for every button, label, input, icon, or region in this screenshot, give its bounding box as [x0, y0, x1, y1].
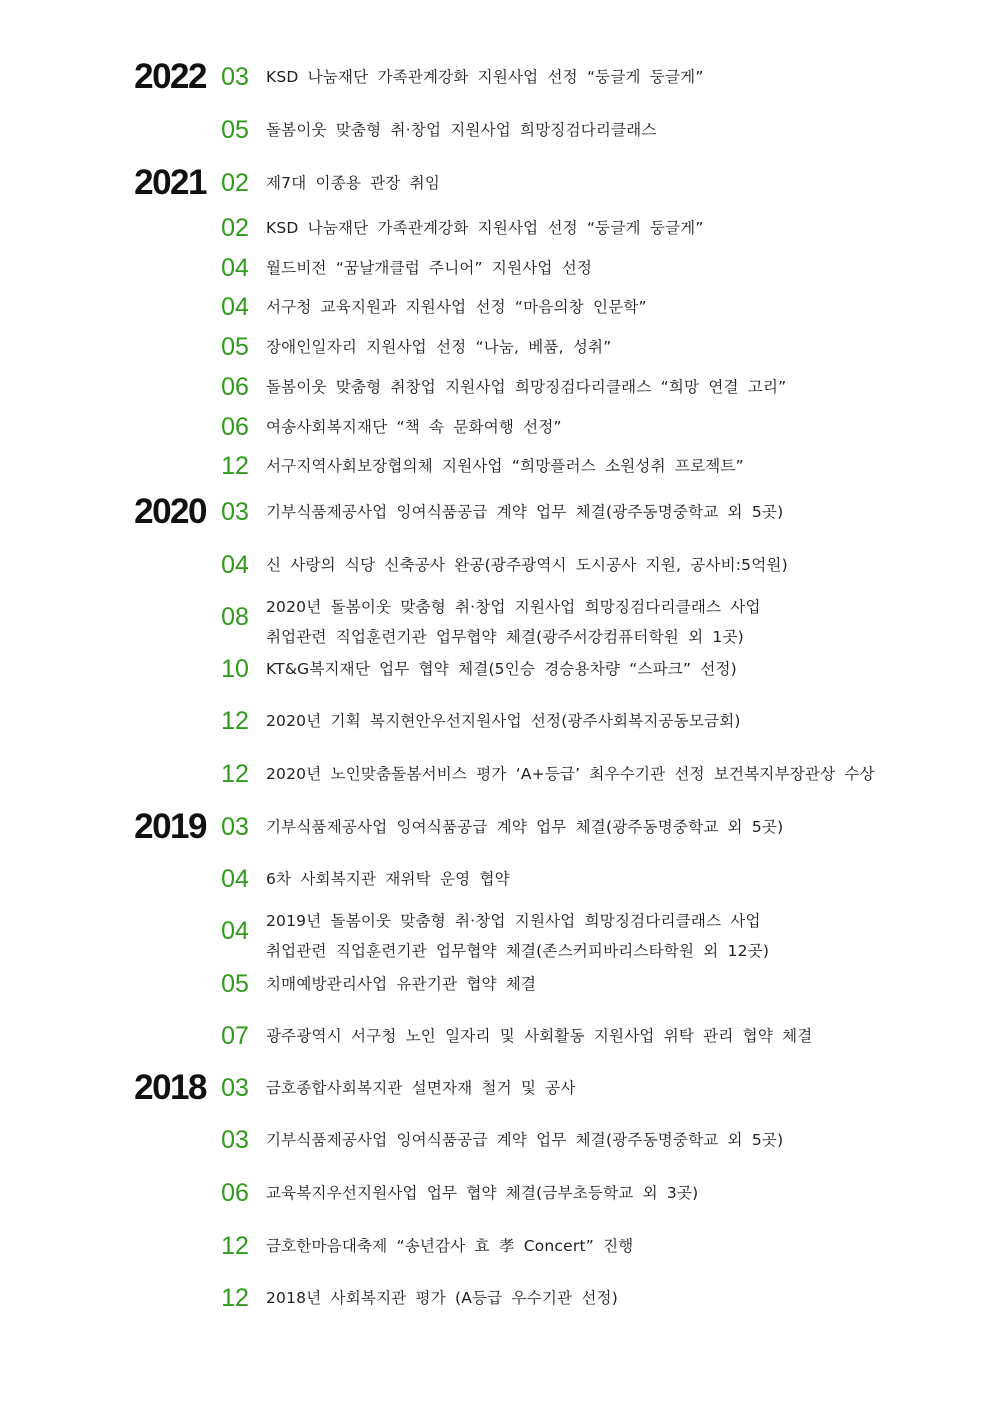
event-description [266, 417, 966, 437]
event-line: 취업관련 직업훈련기관 업무협약 체결(광주서강컴퓨터학원 외 1곳) [266, 628, 744, 646]
event-description [266, 817, 966, 837]
event-description [266, 906, 966, 966]
month-label: 03 [221, 813, 249, 841]
event-line: 신 사랑의 식당 신축공사 완공(광주광역시 도시공사 지원, 공사비:5억원) [266, 556, 788, 574]
event-description [266, 502, 966, 522]
event-description [266, 1130, 966, 1150]
month-label: 05 [221, 970, 249, 998]
event-line: 여송사회복지재단 “책 속 문화여행 선정” [266, 418, 562, 436]
month-label: 12 [221, 707, 249, 735]
event-line: 교육복지우선지원사업 업무 협약 체결(금부초등학교 외 3곳) [266, 1184, 699, 1202]
month-label: 04 [221, 254, 249, 282]
event-description [266, 592, 966, 652]
event-line: 2020년 돌봄이웃 맞춤형 취·창업 지원사업 희망징검다리클래스 사업 [266, 598, 761, 616]
month-label: 06 [221, 1179, 249, 1207]
month-label: 12 [221, 760, 249, 788]
month-label: 03 [221, 1074, 249, 1102]
event-line: KSD 나눔재단 가족관계강화 지원사업 선정 “둥글게 둥글게” [266, 68, 704, 86]
event-line: KSD 나눔재단 가족관계강화 지원사업 선정 “둥글게 둥글게” [266, 219, 704, 237]
month-label: 06 [221, 373, 249, 401]
event-description [266, 1183, 966, 1203]
event-description [266, 258, 966, 278]
month-label: 04 [221, 293, 249, 321]
event-description [266, 659, 966, 679]
event-line: 기부식품제공사업 잉여식품공급 계약 업무 체결(광주동명중학교 외 5곳) [266, 818, 784, 836]
month-label: 04 [221, 551, 249, 579]
event-line: 돌봄이웃 맞춤형 취·창업 지원사업 희망징검다리클래스 [266, 121, 657, 139]
event-description [266, 1288, 966, 1308]
year-label: 2019 [134, 807, 206, 846]
month-label: 12 [221, 452, 249, 480]
year-label: 2020 [134, 492, 206, 531]
year-label: 2021 [134, 163, 206, 202]
event-line: 기부식품제공사업 잉여식품공급 계약 업무 체결(광주동명중학교 외 5곳) [266, 503, 784, 521]
event-line: 취업관련 직업훈련기관 업무협약 체결(존스커피바리스타학원 외 12곳) [266, 942, 770, 960]
event-line: KT&G복지재단 업무 협약 체결(5인승 경승용차량 “스파크” 선정) [266, 660, 737, 678]
event-line: 2020년 기획 복지현안우선지원사업 선정(광주사회복지공동모금회) [266, 712, 741, 730]
month-label: 05 [221, 333, 249, 361]
event-line: 치매예방관리사업 유관기관 협약 체결 [266, 975, 537, 993]
event-line: 제7대 이종용 관장 취임 [266, 174, 441, 192]
month-label: 05 [221, 116, 249, 144]
month-label: 03 [221, 1126, 249, 1154]
month-label: 04 [221, 865, 249, 893]
month-label: 12 [221, 1232, 249, 1260]
event-description [266, 869, 966, 889]
event-line: 서구지역사회보장협의체 지원사업 “희망플러스 소원성취 프로젝트” [266, 457, 744, 475]
event-line: 금호종합사회복지관 설면자재 철거 및 공사 [266, 1079, 576, 1097]
event-description [266, 377, 966, 397]
event-line: 돌봄이웃 맞춤형 취창업 지원사업 희망징검다리클래스 “희망 연결 고리” [266, 378, 787, 396]
month-label: 08 [221, 603, 249, 631]
month-label: 02 [221, 214, 249, 242]
event-line: 2019년 돌봄이웃 맞춤형 취·창업 지원사업 희망징검다리클래스 사업 [266, 912, 761, 930]
event-line: 서구청 교육지원과 지원사업 선정 “마음의창 인문학” [266, 298, 647, 316]
event-description [266, 218, 966, 238]
event-description [266, 555, 966, 575]
event-line: 금호한마음대축제 “송년감사 효 孝 Concert” 진행 [266, 1237, 634, 1255]
event-description [266, 297, 966, 317]
event-description [266, 1236, 966, 1256]
event-description [266, 1026, 966, 1046]
event-line: 월드비전 “꿈날개클럽 주니어” 지원사업 선정 [266, 259, 593, 277]
month-label: 07 [221, 1022, 249, 1050]
month-label: 04 [221, 917, 249, 945]
event-description [266, 764, 966, 784]
event-description [266, 67, 966, 87]
event-description [266, 337, 966, 357]
month-label: 10 [221, 655, 249, 683]
month-label: 03 [221, 498, 249, 526]
event-line: 2018년 사회복지관 평가 (A등급 우수기관 선정) [266, 1289, 618, 1307]
year-label: 2018 [134, 1068, 206, 1107]
event-line: 6차 사회복지관 재위탁 운영 협약 [266, 870, 510, 888]
event-description [266, 1078, 966, 1098]
month-label: 12 [221, 1284, 249, 1312]
event-line: 기부식품제공사업 잉여식품공급 계약 업무 체결(광주동명중학교 외 5곳) [266, 1131, 784, 1149]
month-label: 02 [221, 169, 249, 197]
year-label: 2022 [134, 57, 206, 96]
event-description [266, 120, 966, 140]
month-label: 06 [221, 413, 249, 441]
event-line: 2020년 노인맞춤돌봄서비스 평가 ‘A+등급’ 최우수기관 선정 보건복지부장관상 수상 [266, 765, 875, 783]
event-description [266, 711, 966, 731]
event-line: 장애인일자리 지원사업 선정 “나눔, 베품, 성취” [266, 338, 612, 356]
month-label: 03 [221, 63, 249, 91]
event-description [266, 173, 966, 193]
event-line: 광주광역시 서구청 노인 일자리 및 사회활동 지원사업 위탁 관리 협약 체결 [266, 1027, 813, 1045]
event-description [266, 974, 966, 994]
event-description [266, 456, 966, 476]
